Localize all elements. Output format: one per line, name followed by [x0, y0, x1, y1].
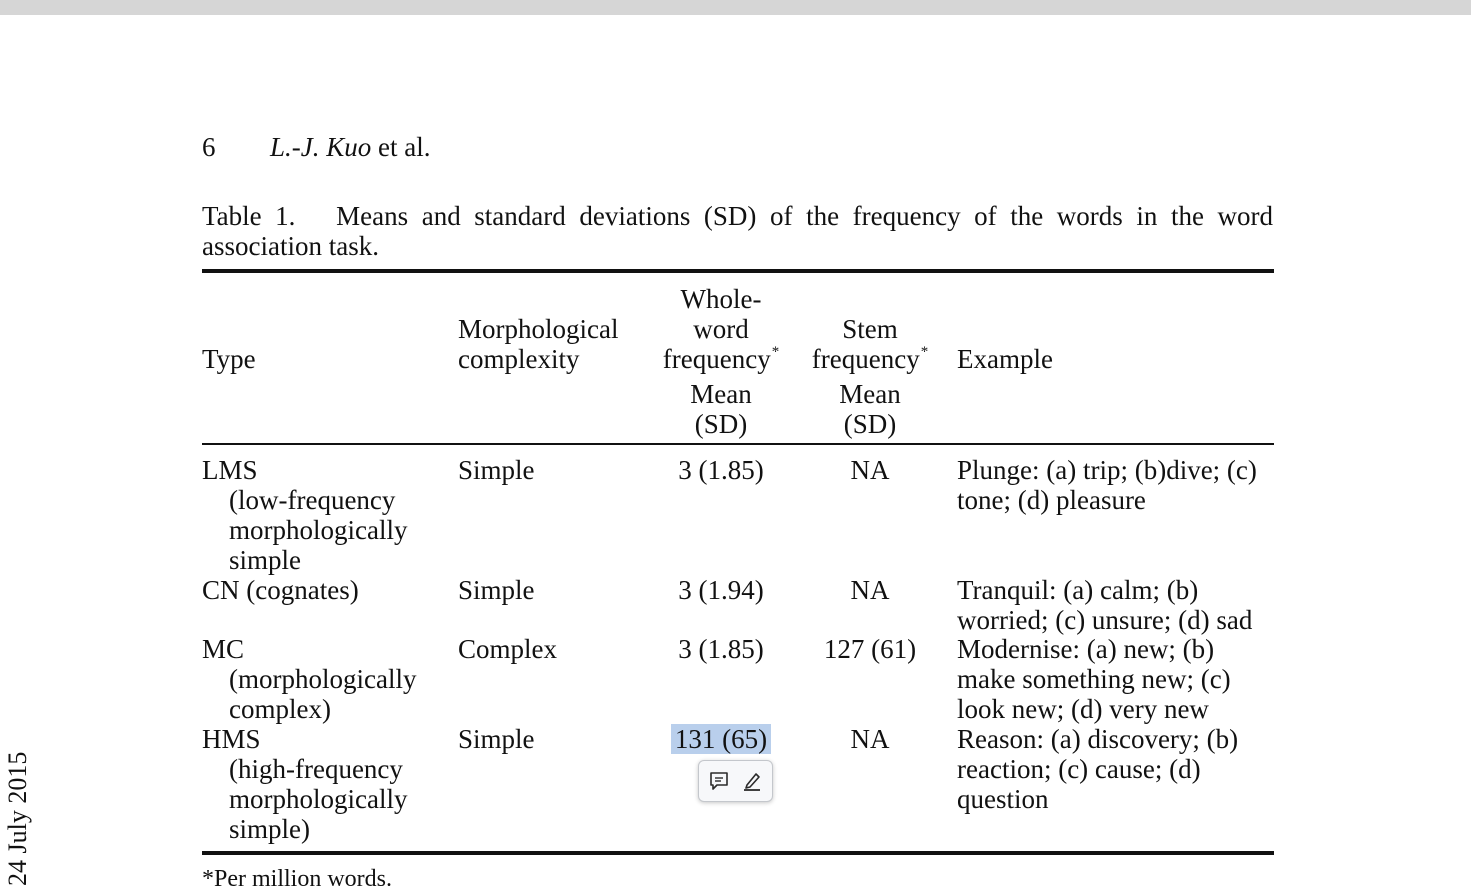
row-hms-complexity: Simple: [458, 724, 535, 754]
table-row-mc-type: [202, 634, 442, 724]
col-header-stem-line2: [800, 344, 940, 379]
row-hms-type-rest: (high-frequency morphologically simple): [229, 754, 408, 844]
viewer-top-bar: [0, 0, 1471, 15]
row-hms-type-first: HMS: [202, 724, 261, 754]
col-header-stem-line3: Mean: [839, 379, 901, 409]
table-top-rule: [202, 269, 1274, 273]
row-mc-example: Modernise: (a) new; (b) make something new; (c) look new; (d) very new: [957, 634, 1231, 724]
row-cn-complexity: Simple: [458, 575, 535, 605]
row-cn-example: Tranquil: (a) calm; (b) worried; (c) unsure; (d) sad: [957, 575, 1253, 635]
row-mc-stem: 127 (61): [823, 634, 917, 664]
highlight-pen-icon[interactable]: [738, 767, 766, 795]
header-et-al: et al.: [378, 132, 431, 162]
row-lms-complexity: Simple: [458, 455, 535, 485]
selection-toolbar: [698, 760, 773, 802]
header-authors: L.-J. Kuo: [270, 132, 372, 162]
row-cn-stem: NA: [850, 575, 890, 605]
table-caption: [202, 201, 1273, 261]
col-header-stem-line4: (SD): [843, 409, 897, 439]
caption-label: Table 1.: [202, 201, 296, 231]
table-row-hms-type: [202, 724, 432, 844]
row-cn-whole: 3 (1.94): [678, 575, 764, 605]
table-bottom-rule: [202, 851, 1274, 855]
col-header-stem: [800, 314, 940, 439]
col-header-whole-line2: word: [693, 314, 749, 344]
selected-text[interactable]: 131 (65): [671, 724, 771, 754]
row-lms-example: Plunge: (a) trip; (b)dive; (c) tone; (d) pleasure: [957, 455, 1257, 515]
row-lms-stem: NA: [850, 455, 890, 485]
comment-icon[interactable]: [705, 767, 733, 795]
running-header: [202, 128, 430, 166]
col-header-whole-line3: [652, 344, 790, 379]
row-hms-stem: NA: [850, 724, 890, 754]
row-lms-type-rest: (low-frequency morphologically simple: [229, 485, 408, 575]
col-header-whole-line4: Mean: [690, 379, 752, 409]
row-mc-type-first: MC: [202, 634, 245, 664]
row-hms-example: Reason: (a) discovery; (b) reaction; (c) cause; (d) question: [957, 724, 1239, 814]
col-header-morph-line1: Morphological: [458, 314, 619, 344]
table-row-cn-type: [202, 575, 442, 605]
col-header-stem-line2-text: frequency: [811, 344, 920, 374]
row-mc-type-rest: (morphologically complex): [229, 664, 417, 724]
table-footnote: *Per million words.: [202, 866, 392, 892]
caption-text: Means and standard deviations (SD) of the frequency of the words in the word association task.: [202, 201, 1274, 261]
row-mc-whole: 3 (1.85): [678, 634, 764, 664]
row-cn-type-first: CN (cognates): [202, 575, 359, 605]
page-number: 6: [202, 132, 216, 162]
table-row-lms-type: [202, 455, 432, 575]
row-lms-type-first: LMS: [202, 455, 258, 485]
col-header-whole-line5: (SD): [694, 409, 748, 439]
row-hms-whole[interactable]: [652, 724, 790, 754]
download-date-margin: 24 July 2015: [3, 751, 32, 886]
row-mc-complexity: Complex: [458, 634, 557, 664]
header-rule: [202, 443, 1274, 445]
row-lms-whole: 3 (1.85): [678, 455, 764, 485]
col-header-morph-line2: complexity: [458, 344, 580, 374]
whole-asterisk: *: [771, 344, 780, 360]
stem-asterisk: *: [920, 344, 929, 360]
col-header-whole-word: [652, 284, 790, 439]
col-header-example: Example: [957, 344, 1053, 374]
col-header-stem-line1: Stem: [842, 314, 898, 344]
col-header-morph: [458, 314, 618, 374]
col-header-type: Type: [202, 344, 256, 374]
col-header-whole-line3-text: frequency: [662, 344, 771, 374]
col-header-whole-line1: Whole-: [680, 284, 762, 314]
